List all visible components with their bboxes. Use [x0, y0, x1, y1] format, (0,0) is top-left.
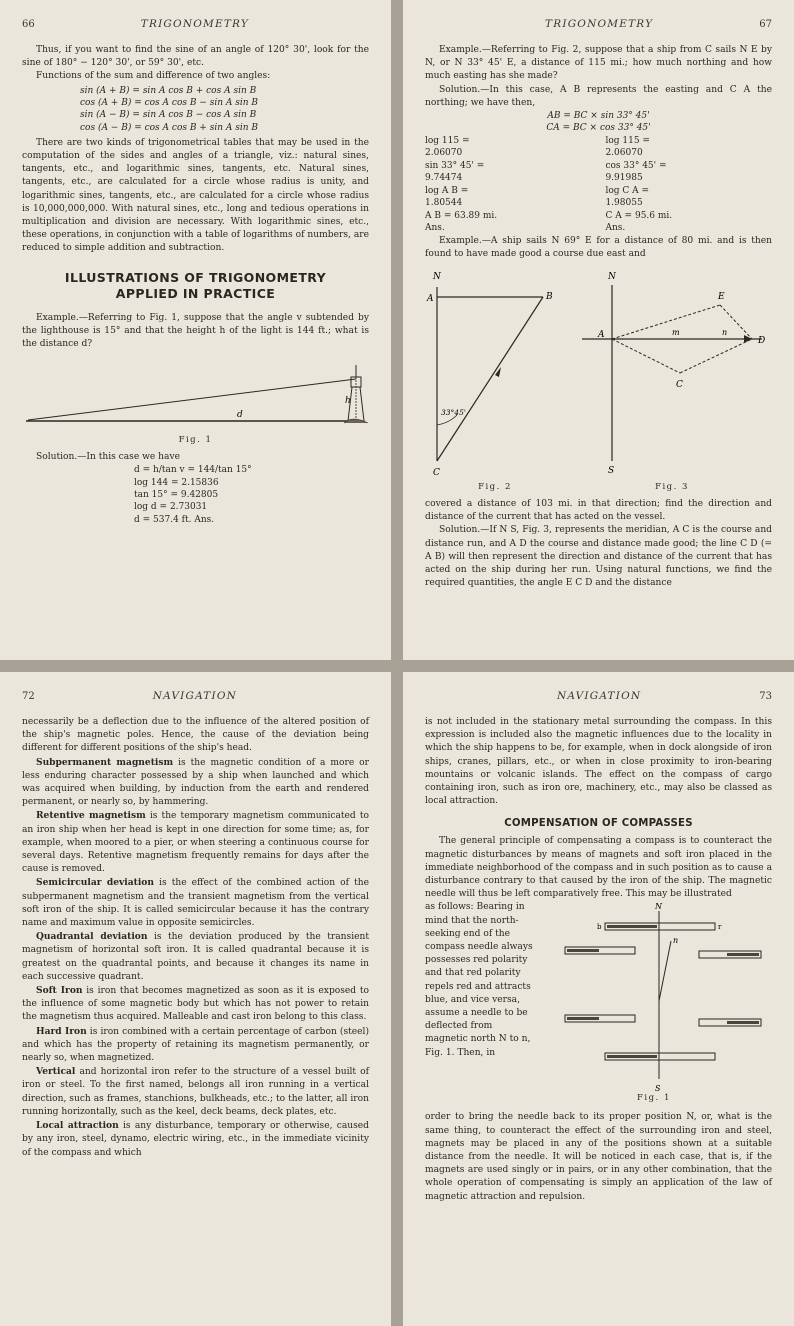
paragraph: covered a distance of 103 mi. in that direction; find the direction and distance of the current that has acted on the vessel.	[425, 499, 772, 523]
defined-term: Semicircular deviation	[36, 877, 154, 889]
fig2-label-angle: 33°45'	[441, 408, 466, 418]
definition-paragraph	[22, 1025, 369, 1066]
fig-label-r: r	[718, 923, 722, 932]
magnet-right-lower	[699, 1019, 761, 1026]
definition-text: is the magnetic condition of a more or less enduring character possessed by a ship when launched and which was acquired when building, by induction from the earth and rendered permanent, or nearly so, by hammering.	[22, 757, 369, 808]
definition-paragraph	[22, 756, 369, 810]
magnet-bottom	[605, 1053, 715, 1060]
fig-label-b: b	[597, 923, 602, 932]
defined-term: Retentive magnetism	[36, 810, 146, 822]
formula-block	[425, 110, 772, 135]
paragraph: The general principle of compensating a compass is to counteract the magnetic disturbances by means of magnets and soft iron placed in the immediate neighborhood of the compass and in such position as to cause a disturbance contrary to that caused by the iron of the ship. The magnetic needle will thus be left comparatively free. This may be illustrated	[425, 836, 772, 900]
paragraph: Solution.—If N S, Fig. 3, represents the meridian, A C is the course and distance run, and A D the course and distance made good; the line C D (= A B) will then represent the direction and distance of the current that has acted on the ship during her run. Using natural functions, we find the required quantities, the angle E C D and the distance	[425, 525, 772, 589]
defined-term: Local attraction	[36, 1120, 119, 1132]
formula-line: sin (A − B) = sin A cos B − cos A sin B	[80, 110, 257, 121]
fig2-label-a: A	[427, 294, 434, 305]
running-header	[425, 18, 772, 30]
defined-term: Vertical	[36, 1066, 76, 1078]
figure-caption: Fig. 1	[637, 1093, 671, 1104]
page-number: 67	[759, 19, 772, 30]
definition-text: is the deviation produced by the transient magnetism of horizontal soft iron. It is called quadrantal because it is greatest on the quadrantal points, and because it changes its name in each successive quadrant.	[22, 932, 370, 982]
log-column-right	[605, 135, 772, 235]
figure-3	[572, 265, 772, 492]
formula-line: cos (A + B) = cos A cos B − sin A sin B	[80, 97, 258, 108]
paragraph: order to bring the needle back to its proper position N, or, what is the same thing, to counteract the effect of the surrounding iron and steel, magnets may be placed in any of the positions shown at a suitable distance from the needle. It will be noticed in each case, that is, if the magnets are used singly or in pairs, or in any other combination, that the whole operation of compensating is simply an application of the law of magnetic attraction and repulsion.	[425, 1112, 772, 1202]
lighthouse-figure	[22, 351, 369, 433]
fig2-label-b: B	[546, 292, 553, 303]
page-header-title: NAVIGATION	[556, 690, 642, 702]
log-calculation-columns	[425, 135, 772, 235]
page-header-title: TRIGONOMETRY	[545, 18, 654, 30]
definition-paragraph	[22, 809, 369, 876]
gutter-vertical-bottom	[391, 672, 403, 1326]
definition-text: is any disturbance, temporary or otherwise, caused by any iron, steel, dynamo, electric wiring, etc., in the immediate vicinity of the compass and which	[22, 1121, 369, 1158]
page-header-title: NAVIGATION	[152, 690, 238, 702]
log-line: A B = 63.89 mi. Ans.	[425, 210, 498, 234]
log-column-left	[425, 135, 592, 235]
running-header	[22, 18, 369, 30]
calc-line: d = 537.4 ft. Ans.	[134, 514, 215, 525]
log-line: log C A = 1.98055	[605, 185, 650, 209]
definition-paragraph	[22, 984, 369, 1025]
fig3-label-e: E	[718, 292, 725, 303]
definition-text: is iron that becomes magnetized as soon as it is exposed to the influence of some magnetic body but which has not power to retain the magnetism thus acquired. Malleable and cast iron belong to this class.	[22, 986, 369, 1023]
log-line: cos 33° 45' = 9.91985	[605, 160, 667, 184]
log-line: C A = 95.6 mi. Ans.	[605, 210, 673, 234]
paragraph: Thus, if you want to find the sine of an angle of 120° 30', look for the sine of 180° − 120° 30', or 59° 30', etc.	[22, 45, 369, 69]
page-number: 72	[22, 691, 35, 702]
section-title: COMPENSATION OF COMPASSES	[504, 818, 693, 830]
fig3-diagram	[572, 265, 772, 480]
page-header-title: TRIGONOMETRY	[140, 18, 249, 30]
paragraph: Example.—Referring to Fig. 2, suppose that a ship from C sails N E by N, or N 33° 45' E, a distance of 115 mi.; how much northing and how much easting has she made?	[425, 45, 772, 82]
paragraph: Example.—Referring to Fig. 1, suppose that the angle v subtended by the lighthouse is 15° and that the height h of the light is 144 ft.; what is the distance d?	[22, 312, 369, 350]
sight-line	[28, 379, 356, 420]
calculation-block	[22, 464, 369, 525]
fig3-label-d: D	[758, 336, 766, 347]
definition-text: and horizontal iron refer to the structure of a vessel built of iron or steel. To the first named, belongs all iron running in a vertical direction, such as frames, stanchions, bulkheads, etc.; to the latter, all iron running horizontally, such as the keel, deck beams, deck plates, etc.	[22, 1067, 369, 1117]
defined-term: Subpermanent magnetism	[36, 756, 174, 768]
log-line: log 115 = 2.06070	[425, 135, 470, 159]
calc-line: log d = 2.73031	[134, 502, 208, 513]
fig-label-s: S	[655, 1084, 661, 1094]
formula-block	[22, 85, 369, 134]
calc-line: d = h/tan v = 144/tan 15°	[134, 465, 252, 476]
definition-text: is iron combined with a certain percentage of carbon (steel) and which has the property of retaining its magnetism permanently, or nearly so, when magnetized.	[22, 1026, 369, 1064]
log-line: log 115 = 2.06070	[605, 135, 650, 159]
formula-line: sin (A + B) = sin A cos B + cos A sin B	[80, 85, 257, 96]
page-number: 66	[22, 19, 35, 30]
log-line: log A B = 1.80544	[425, 185, 469, 209]
paragraph: as follows: Bearing in mind that the north-seeking end of the compass needle always possesses red polarity and that red polarity repels red and attracts blue, and vice versa, assume a needle to be deflected from magnetic north N to n, Fig. 1. Then, in	[425, 902, 533, 1058]
paragraph: Solution.—In this case, A B represents the easting and C A the northing; we have then,	[425, 84, 772, 108]
figures-row	[425, 265, 772, 492]
gutter-horizontal	[0, 660, 794, 672]
formula-line: CA = BC × cos 33° 45'	[546, 123, 651, 134]
section-title: ILLUSTRATIONS OF TRIGONOMETRY APPLIED IN PRACTICE	[64, 269, 327, 301]
figure-caption: Fig. 3	[655, 482, 689, 493]
figure-caption: Fig. 1	[178, 435, 213, 446]
fig-label-d: d	[237, 410, 243, 421]
definition-paragraph	[22, 1119, 369, 1160]
paragraph: is not included in the stationary metal surrounding the compass. In this expression is included also the magnetic influences due to the locality in which the ship happens to be, for example, when in dock alongside of iron ships, cranes, pillars, etc., or when in close proximity to iron-bearing mountains or volcanic islands. The effect on the compass of cargo containing iron, such as iron ore, machinery, etc., may also be classed as local attraction.	[425, 717, 772, 807]
running-header	[22, 690, 369, 702]
fig2-diagram	[425, 265, 565, 480]
definition-paragraph	[22, 876, 369, 930]
page-73	[403, 672, 794, 1326]
fig3-label-n-small: n	[722, 328, 728, 338]
log-line: sin 33° 45' = 9.74474	[425, 160, 485, 184]
figure-2	[425, 265, 565, 492]
fig2-label-c: C	[433, 468, 440, 479]
fig3-label-n: N	[608, 272, 616, 283]
fig3-label-a: A	[598, 330, 605, 341]
paragraph: Example.—A ship sails N 69° E for a distance of 80 mi. and is then found to have made good a course due east and	[425, 235, 772, 259]
paragraph: Functions of the sum and difference of two angles:	[36, 71, 271, 82]
page-72	[0, 672, 391, 1326]
formula-line: AB = BC × sin 33° 45'	[547, 111, 650, 122]
definition-text: is the temporary magnetism communicated to an iron ship when her head is kept in one direction for some time; as, for example, when moored to a pier, or when steering a continuous course for several days. Retentive magnetism frequently remains for days after the cause is removed.	[22, 811, 370, 875]
defined-term: Hard Iron	[36, 1025, 87, 1037]
definition-paragraph	[22, 930, 369, 984]
page-66	[0, 0, 391, 660]
fig3-label-s: S	[608, 466, 615, 477]
gutter-vertical-top	[391, 0, 403, 660]
compass-figure-block	[425, 901, 772, 1111]
paragraph: Solution.—In this case we have	[36, 452, 180, 463]
magnet-right-upper	[699, 951, 761, 958]
fig3-label-c: C	[676, 380, 683, 391]
page-67	[403, 0, 794, 660]
compass-magnets-figure	[547, 901, 769, 1106]
magnet-left-lower	[565, 1015, 635, 1022]
paragraph: necessarily be a deflection due to the influence of the altered position of the ship's magnetic poles. Hence, the cause of the deviation being different for different positions of the ship's head.	[22, 717, 369, 754]
defined-term: Quadrantal deviation	[36, 931, 148, 943]
paragraph: There are two kinds of trigonometrical tables that may be used in the computation of the sides and angles of a triangle, viz.: natural sines, tangents, etc., and logarithmic sines, tangents, etc. Natural sines, tangents, etc., are calculated for a circle whose radius is unity, and logarithmic sines, tangents, etc., are calculated for a circle whose radius is 10,000,000,000. With natural sines, etc., long and tedious operations in multiplication and division are necessary. With logarithmic sines, etc., these operations, in conjunction with a table of logarithms of numbers, are reduced to simple addition and subtraction.	[22, 137, 369, 254]
calc-line: tan 15° = 9.42805	[134, 490, 219, 501]
figure-caption: Fig. 2	[478, 482, 512, 493]
formula-line: cos (A − B) = cos A cos B + sin A sin B	[80, 122, 258, 133]
magnet-left-upper	[565, 947, 635, 954]
running-header	[425, 690, 772, 702]
page-number: 73	[759, 691, 772, 702]
definition-paragraph	[22, 1065, 369, 1119]
fig-label-n: N	[655, 902, 662, 912]
calc-line: log 144 = 2.15836	[134, 477, 219, 488]
defined-term: Soft Iron	[36, 985, 83, 997]
fig3-label-m: m	[672, 328, 680, 338]
magnet-top	[605, 923, 715, 930]
definition-text: is the effect of the combined action of the subpermanent magnetism and the transient magnetism from the vertical soft iron of the ship. It is called semicircular because it has the contrary name and maximum value in opposite semicircles.	[22, 878, 369, 929]
fig2-label-n: N	[433, 272, 441, 283]
fig-label-h: h	[345, 396, 351, 407]
fig-label-needle-n: n	[673, 936, 679, 946]
